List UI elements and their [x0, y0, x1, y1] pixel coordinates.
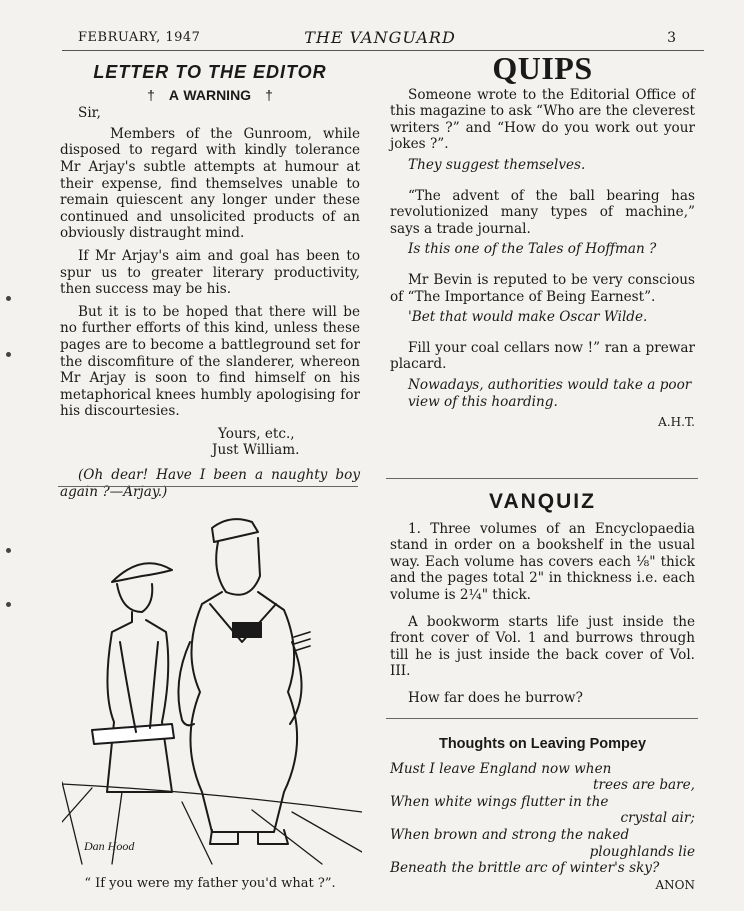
issue-date: FEBRUARY, 1947: [78, 30, 201, 45]
editor-note: (Oh dear! Have I been a naughty boy again ?—Arjay.): [60, 467, 360, 500]
poem-line: Beneath the brittle arc of winter's sky?: [390, 860, 660, 877]
poem-line: ploughlands lie: [589, 843, 695, 860]
page-header: [60, 30, 700, 52]
poem-line: When white wings flutter in the: [390, 793, 609, 810]
letter-title: LETTER TO THE EDITOR: [93, 62, 327, 82]
letter-paragraph: If Mr Arjay's aim and goal has been to spur us to greater literary productivity, then success may be his.: [60, 247, 360, 298]
vanquiz-title: VANQUIZ: [489, 490, 596, 513]
artist-signature: Dan Hood: [84, 839, 135, 853]
thoughts-section: [390, 736, 695, 893]
warning-label: A WARNING: [168, 86, 252, 103]
quips-author: A.H.T.: [658, 415, 695, 430]
quips-section: [390, 50, 695, 431]
section-divider: [386, 478, 698, 479]
masthead: THE VANGUARD: [304, 28, 456, 47]
dagger-mark: †: [265, 86, 273, 103]
cartoon-caption: “ If you were my father you'd what ?”.: [84, 876, 336, 891]
cartoon-illustration: [62, 492, 362, 870]
letter-signature: Just William.: [212, 442, 300, 459]
binding-hole: [6, 352, 11, 357]
poem-line: crystal air;: [620, 810, 695, 827]
quip-punchline: Is this one of the Tales of Hoffman ?: [408, 241, 657, 258]
letter-subtitle: [60, 87, 360, 104]
poem-author: ANON: [655, 877, 695, 892]
header-rule: [62, 50, 704, 51]
letter-to-editor: [60, 64, 360, 500]
dagger-mark: †: [147, 86, 155, 103]
quip-text: Someone wrote to the Editorial Office of this magazine to ask “Who are the cleverest writers ?” and “How do you work out your jokes ?”.: [390, 86, 695, 153]
section-divider: [58, 486, 358, 487]
binding-hole: [6, 548, 11, 553]
page-number: 3: [667, 30, 676, 46]
poem-title: Thoughts on Leaving Pompey: [438, 736, 647, 752]
binding-hole: [6, 296, 11, 301]
quip-punchline: They suggest themselves.: [408, 156, 586, 173]
letter-closing: Yours, etc.,: [218, 425, 295, 442]
salutation: Sir,: [78, 105, 101, 122]
poem-body: [390, 761, 695, 877]
binding-hole: [6, 602, 11, 607]
poem-line: Must I leave England now when: [390, 760, 612, 777]
quips-title: QUIPS: [492, 50, 593, 86]
vanquiz-paragraph: 1. Three volumes of an Encyclopaedia stand in order on a bookshelf in the usual way. Each volume has covers each ⅛" thick and the pages total 2" in thickness i.e. each volume is 2¼" thick.: [390, 520, 695, 603]
letter-paragraph: Members of the Gunroom, while disposed to regard with kindly tolerance Mr Arjay's subtle attempts at humour at their expense, find themselves unable to remain quiescent any longer under these continued and unsolicited products of an obviously distraught mind.: [60, 125, 360, 242]
poem-line: When brown and strong the naked: [390, 826, 630, 843]
section-divider: [386, 718, 698, 719]
quip-text: “The advent of the ball bearing has revolutionized many types of machine,” says a trade journal.: [390, 187, 695, 237]
quip-text: Fill your coal cellars now !” ran a prewar placard.: [390, 339, 695, 373]
quip-punchline: Nowadays, authorities would take a poor view of this hoarding.: [408, 376, 692, 410]
vanquiz-section: [390, 490, 695, 707]
letter-paragraph: But it is to be hoped that there will be no further efforts of this kind, unless these pages are to become a battleground set for the discomfiture of the slanderer, whereon Mr Arjay is soon to find himself on his metaphorical knees humbly apologising for his discourtesies.: [60, 303, 360, 420]
vanquiz-paragraph: How far does he burrow?: [408, 689, 583, 706]
vanquiz-paragraph: A bookworm starts life just inside the front cover of Vol. 1 and burrows through till he is just inside the back cover of Vol. III.: [390, 613, 695, 680]
quip-punchline: 'Bet that would make Oscar Wilde.: [408, 309, 648, 326]
quip-text: Mr Bevin is reputed to be very conscious of “The Importance of Being Earnest”.: [390, 271, 695, 305]
poem-line: trees are bare,: [593, 777, 695, 794]
